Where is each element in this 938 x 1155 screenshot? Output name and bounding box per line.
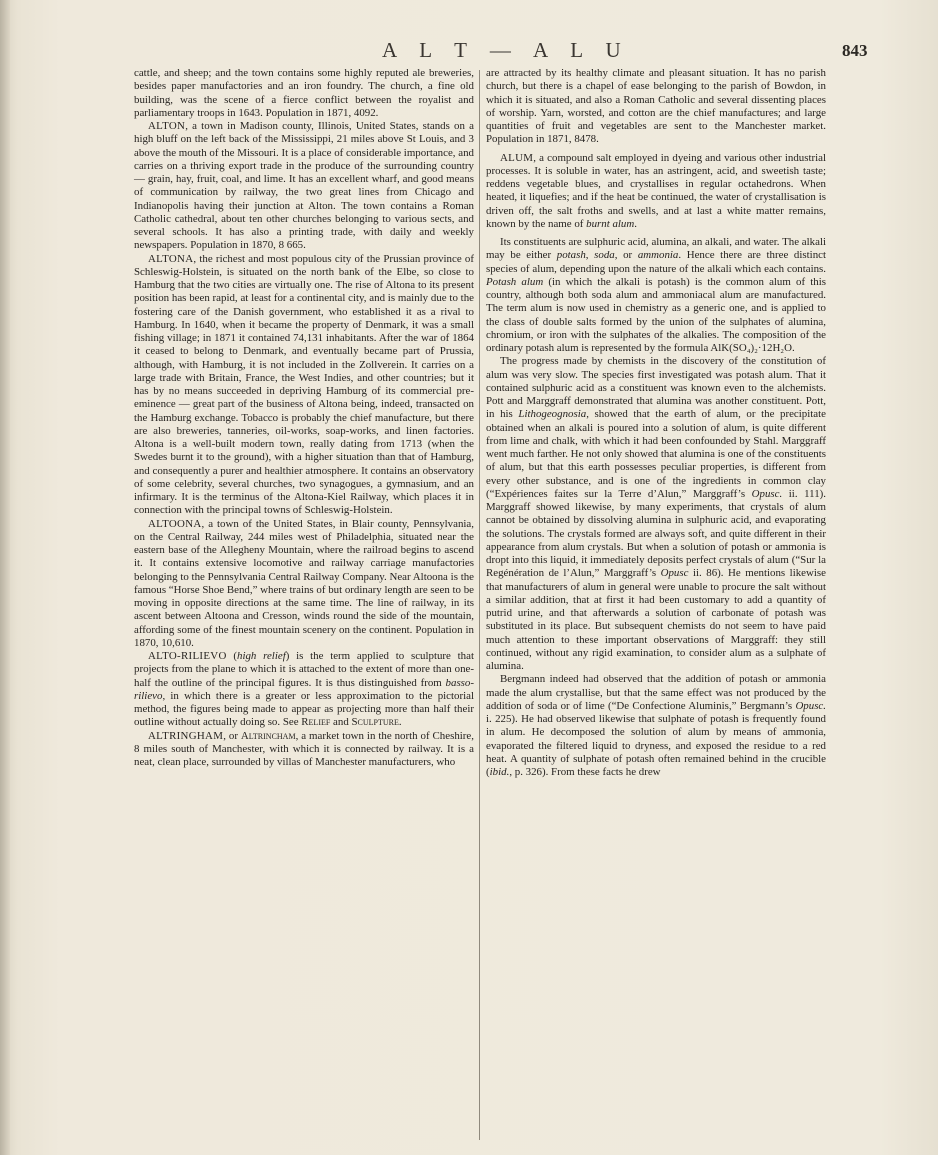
article-entry [134,253,474,518]
headword: ALUM [500,151,534,164]
italic-term: Opusc. [795,699,826,712]
body-text: , a compound salt employed in dyeing and various other industrial processes. It is soluble in water, has an astringent, acid, and sweetish taste; reddens vegetable blues, and crystallises in regular octahedrons. When heated, it liquefies; and if the heat be continued, the water of crystallisation is driven off, the salt froths and swells, and at last a white matter remains, known by the name of [486,151,826,230]
italic-term: Opusc. [751,487,783,500]
italic-term: soda [594,249,615,262]
body-text: , p. 326). From these facts he drew [509,766,661,778]
left-column [134,67,474,769]
italic-term: ammonia [637,249,679,262]
article-entry [486,355,826,673]
body-text: are attracted by its healthy climate and pleasant situation. It has no parish church, but there is a chapel of ease belonging to the parish of Bowdon, in which it is situated, and also a Roman Catholic and several dissenting places of worship. Yarn, worsted, and cotton are the chief manufactures; and large quantities of fruit and vegetables are sent to the Manchester market. Population in 1871, 8478. [486,67,826,146]
article-entry [486,673,826,779]
headword: ALTO-RILIEVO [148,650,227,662]
body-text: . [398,716,402,729]
continued-paragraph [134,67,474,120]
body-text: , or [614,249,638,262]
body-text: Its constituents are sulphuric acid, alumina, an alkali, and water. The alkali may be either [486,236,826,262]
italic-term: ibid. [489,766,510,778]
body-text: , the richest and most populous city of the Prussian province of Schleswig-Holstein, is situated on the north bank of the Elbe, so close to Hamburg that the two cities are virtually one. The rise of Altona to its present position has been rapid, at least for a continental city, and is mainly due to the fostering care of the Danish government, who established it as a rival to Hamburg. In 1640, when it became the property of Denmark, it was a small fishing village; in 1871 it contained 74,131 inhabitants. After the war of 1864 it ceased to belong to Denmark, and eventually became part of Prussia, although, with Hamburg, it is not included in the Zollverein. It carries on a large trade with Britain, France, the West Indies, and other countries; but it has by no means succeeded in depriving Hamburg of its commercial pre-eminence — great part of the business of Altona being, indeed, transacted on the Hamburg exchange. Tobacco is probably the chief manufacture, but there are also breweries, tanneries, oil-works, soap-works, and linen factories. Altona is a well-built modern town, really dating from 1713 (when the Swedes burnt it to the ground), with a higher situation than that of Hamburg, and consequently a purer and healthier atmosphere. It contains an observatory of some celebrity, several churches, two synagogues, a gymnasium, and an infirmary. It is the terminus of the Altona-Kiel Railway, which places it in connection with the principal towns of Schleswig-Holstein. [134,252,474,517]
cross-reference: Sculpture [351,716,399,729]
column-divider [479,70,480,1140]
page-number: 843 [842,41,868,60]
article-entry [134,120,474,253]
italic-term: Lithogeognosia [518,408,587,421]
body-text: , a town in Madison county, Illinois, United States, stands on a high bluff on the left back of the Mississippi, 21 miles above St Louis, and 3 above the mouth of the Missouri. It is a place of considerable importance, and carries on a thriving export trade in the produce of the surrounding country — grain, hay, fruit, coal, and lime. It has an excellent wharf, and good means of communication by railway, the two great lines from Chicago and Indianopolis having their junction at Alton. The town contains a Roman Catholic cathedral, about ten other churches belonging to various sects, and several schools. It has also a printing trade, with daily and weekly newspapers. Population in 1870, 8 665. [134,120,474,252]
body-text: ii. 86). He mentions likewise that manufacturers of alum in general were unable to procure the salt without a similar addition, that at first it had been customary to add a quantity of putrid urine, and that afterwards a solution of carbonate of potash was substituted in its place. But subsequent chemists do not seem to have paid much attention to these important observations of Marggraff: they still continued, without any rigid examination, to consider alum as a sulphate of alumina. [486,567,826,672]
body-text: ii. 111). Marggraff showed likewise, by many experiments, that crystals of alum cannot be obtained by dissolving alumina in sulphuric acid, and evaporating the solutions. The crystals formed are always soft, and quite different in their appearance from alum crystals. But when a solution of potash or ammonia is dropt into this liquid, it immediately deposits perfect crystals of alum (“Sur la Regénération de l’Alun,” Marggraff’s [486,487,826,580]
body-text: Bergmann indeed had observed that the addition of potash or ammonia made the alum crystallise, but that the same effect was not produced by the addition of soda or of lime (“De Confectione Aluminis,” Bergmann’s [486,673,826,712]
body-text: The progress made by chemists in the discovery of the constitution of alum was very slow. The species first investigated was potash alum. That it contained sulphuric acid as a constituent was known even to the alchemists. Pott and Marggraff demonstrated that alumina was another constituent. Pott, in his [486,355,826,421]
body-text: , [585,249,595,262]
continued-paragraph [486,67,826,147]
right-column [486,67,826,779]
italic-term: Opusc [660,567,689,580]
article-entry [486,236,826,355]
headword: ALTOONA [148,517,202,530]
italic-term: potash [556,249,586,262]
page-spine-shadow [0,0,10,1155]
body-text: ( [226,650,238,662]
body-text: ) is the term applied to sculpture that projects from the plane to which it is attached to the extent of more than one-half the outline of the principal figures. It is thus distinguished from [134,650,474,689]
page-header [0,38,938,62]
running-head: A L T — A L U [382,38,630,62]
body-text: . Hence there are three distinct species of alum, depending upon the nature of the alkali which each contains. [486,249,826,275]
italic-term: high relief [237,650,286,662]
body-text: . [634,217,637,230]
body-text: , showed that the earth of alum, or the precipitate obtained when an alkali is poured into a solution of alum, is quite different from lime and chalk, with which it had been confounded by Stahl. Marggraff went much farther. He not only showed that alumina is one of the constituents of alum, but that this earth possesses peculiar properties, is different from every other substance, and is one of the ingredients in common clay (“Expériences faites sur la Terre d’Alun,” Marggraff’s [486,408,826,500]
cross-reference: Altrincham [240,729,296,742]
body-text: (in which the alkali is potash) is the common alum of this country, although both soda alum and ammoniacal alum are manufactured. The term alum is now used in chemistry as a generic one, and is applied to the class of double salts formed by the union of the sulphates of alumina, chromium, or iron with the sulphates of the alkalies. The composition of the ordinary potash alum is represented by the formula AlK(SO₄)₂·12H₂O. [486,275,826,354]
cross-reference: Relief [301,716,331,729]
body-text: , a market town in the north of Cheshire, 8 miles south of Manchester, with which it is connected by railway. It is a neat, clean place, surrounded by villas of Manchester manufacturers, who [134,729,474,768]
headword: ALTONA [148,252,194,265]
article-entry [134,518,474,651]
body-text: , a town of the United States, in Blair county, Pennsylvania, on the Central Railway, 244 miles west of Philadelphia, situated near the eastern base of the Allegheny Mountain, where the railroad begins to ascend it. It contains extensive locomotive and railway carriage manufactories belonging to the Pennsylvania Central Railway Company. Near Altoona is the famous “Horse Shoe Bend,” where trains of but ordinary length are seen to be moving in opposite directions at the same time. The line of railway, in its ascent between Altoona and Cresson, winds round the side of the mountain, affording some of the finest mountain scenery on the continent. Population in 1870, 10,610. [134,517,474,649]
article-entry [486,152,826,232]
headword: ALTRINGHAM [148,729,224,742]
article-entry [134,730,474,770]
body-text: i. 225). He had observed likewise that sulphate of potash is frequently found in alum. He decomposed the solution of alum by means of ammonia, evaporated the filtered liquid to dryness, and exposed the residue to a red heat. A quantity of sulphate of potash often remained behind in the crucible ( [486,713,826,778]
headword: ALTON [148,120,186,132]
article-entry [134,650,474,730]
body-text: , in which there is a greater or less approximation to the pictorial method, the figures being made to appear as projecting more than half their outline without actually doing so. See [134,689,474,729]
italic-term: Potash alum [486,275,544,288]
italic-term: basso-rilievo [134,676,474,702]
body-text: , or [223,729,241,742]
body-text: cattle, and sheep; and the town contains some highly reputed ale breweries, besides paper manufactories and an iron foundry. The church, a fine old building, was the scene of a fierce conflict between the royalist and parliamentary troops in 1643. Population in 1871, 4092. [134,67,474,119]
italic-term: burnt alum [586,217,635,230]
body-text: and [330,716,352,729]
